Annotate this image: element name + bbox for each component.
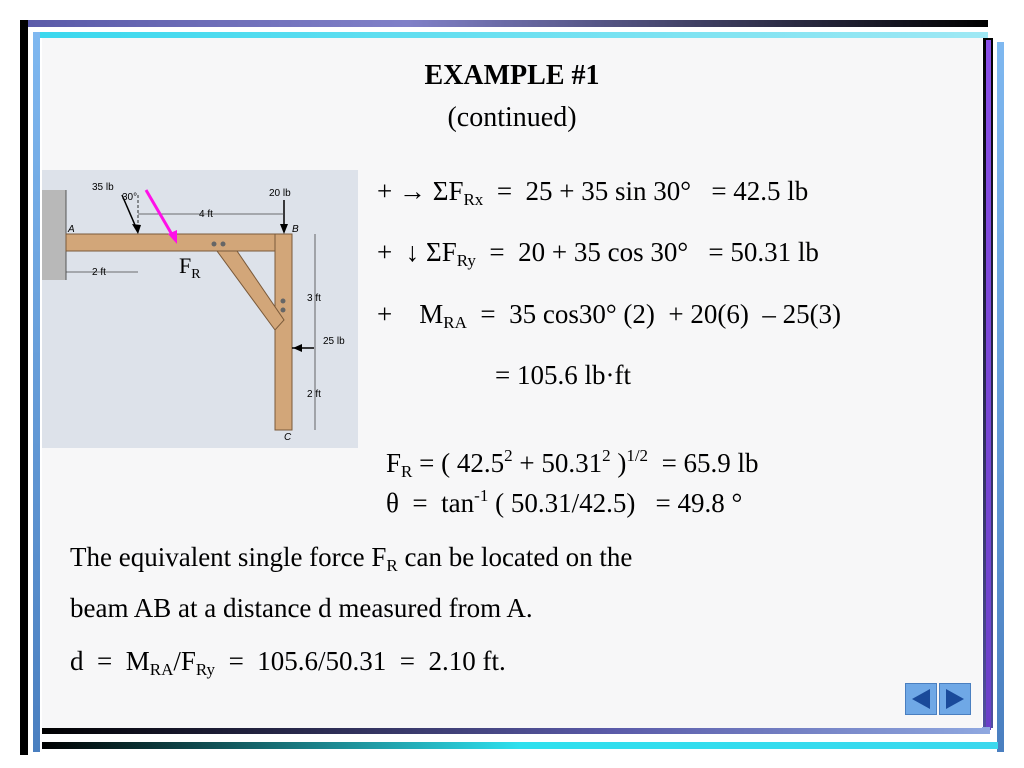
next-slide-button[interactable] — [939, 683, 971, 715]
label-35lb: 35 lb — [92, 182, 114, 193]
equation-moment-ra: + $M_{RA} = 35$ cos30° (2) + 20(6) – 25(3) — [377, 299, 842, 332]
slide-title: EXAMPLE #1 — [424, 60, 600, 91]
equation-sum-fx: + → $\Sigma F_{Rx} = 25 + 35$ sin 30° = 42.5 lb — [377, 176, 809, 209]
triangle-right-icon — [940, 684, 970, 714]
frame-structure-figure — [42, 170, 358, 448]
diagonal-brace — [217, 251, 284, 330]
frame-bottom-dark-bar — [42, 727, 990, 734]
label-point-c: C — [284, 432, 292, 443]
frame-top-dark-bar — [20, 20, 988, 27]
label-4ft: 4 ft — [199, 209, 213, 220]
equation-sum-fy: + ↓ $\Sigma F_{Ry} = 20 + 35$ cos 30° = 50.31 lb — [377, 237, 819, 270]
label-20lb: 20 lb — [269, 188, 291, 199]
previous-slide-button[interactable] — [905, 683, 937, 715]
equation-distance-d: $d = M_{RA}/F_{Ry} = 105.6/50.31 = 2.10$ ft. — [70, 646, 506, 679]
explanation-line-2: beam AB at a distance d measured from A. — [70, 593, 533, 623]
frame-right-blue-bar — [997, 42, 1004, 752]
label-2ft-top: 2 ft — [92, 267, 106, 278]
label-point-b: B — [292, 224, 299, 235]
wall-support — [42, 190, 66, 280]
equation-moment-result: = 105.6 lb·ft — [495, 360, 631, 390]
explanation-paragraph — [70, 536, 850, 629]
triangle-left-icon — [906, 684, 936, 714]
label-fr: $F_R$ — [179, 253, 201, 282]
beam-ab — [66, 234, 292, 251]
slide-subtitle: (continued) — [447, 102, 577, 133]
frame-left-blue-bar — [33, 32, 40, 752]
label-2ft-bottom: 2 ft — [307, 389, 321, 400]
explanation-line-1: The equivalent single force $F_R$ can be located on the — [70, 542, 633, 575]
label-25lb: 25 lb — [323, 336, 345, 347]
label-3ft: 3 ft — [307, 293, 321, 304]
label-point-a: A — [68, 224, 75, 235]
label-30deg: 30° — [122, 192, 138, 203]
frame-bottom-cyan-bar — [42, 742, 998, 749]
equation-theta: $\theta = \tan^{-1}$ ( 50.31/42.5) = 49.8 ° — [386, 486, 743, 518]
equation-fr-magnitude: $F_R$ = ( $42.5^2 + 50.31^2$ )$^{1/2}$ = 65.9 lb — [386, 446, 759, 481]
frame-diagram — [42, 170, 358, 448]
frame-right-purple-bar — [986, 40, 991, 730]
column-bc — [275, 234, 292, 430]
